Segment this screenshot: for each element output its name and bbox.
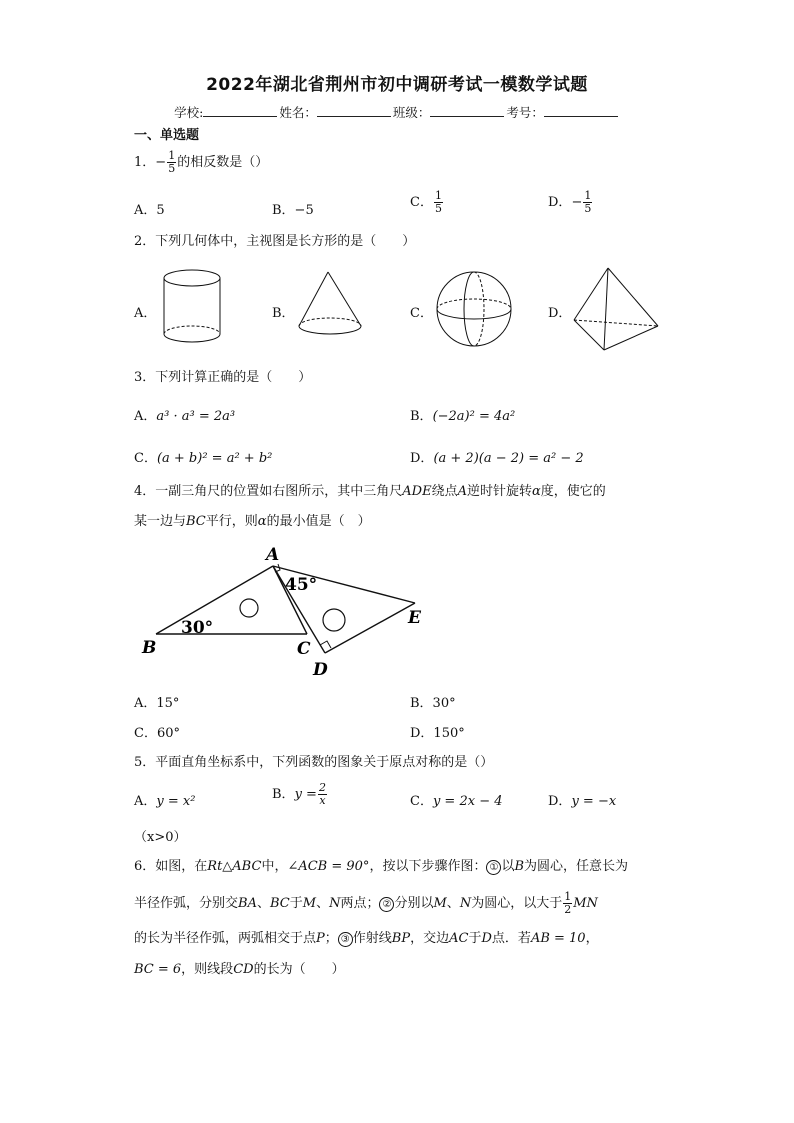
q5-b-label: B．	[272, 787, 295, 802]
cylinder-figure	[160, 268, 224, 346]
q4-l2-a: 某一边与	[134, 514, 187, 529]
q6-l2-a: 半径作弧，分别交	[134, 896, 239, 911]
q2-option-b[interactable]: B．	[272, 306, 295, 321]
q1-c-label: C．	[410, 195, 433, 210]
q6-l2-d: 分别以	[394, 896, 434, 911]
q5-c-label: C．	[410, 794, 433, 809]
q4-ade: ADE	[402, 484, 432, 499]
q6-m2: M	[433, 896, 447, 911]
q6-tri: △ABC	[222, 859, 262, 874]
q3-option-a[interactable]	[134, 405, 235, 424]
question-1	[134, 150, 268, 175]
q2-option-c[interactable]: C．	[410, 306, 433, 321]
q6-p: P	[316, 931, 325, 946]
q6-l4-a: ，则线段	[181, 962, 234, 977]
cone-figure	[294, 268, 366, 338]
q6-l3-f: 点．若	[491, 931, 531, 946]
question-6-line-1	[134, 858, 628, 876]
q2-option-a[interactable]: A．	[134, 306, 157, 321]
q3-option-d[interactable]	[410, 447, 584, 466]
q5-option-d[interactable]	[548, 790, 616, 809]
q1-fraction	[167, 150, 176, 175]
q6-half-den: 2	[564, 903, 572, 916]
q1-prefix: 1．	[134, 155, 156, 170]
step-2-marker: ②	[379, 897, 394, 912]
question-6-line-3	[134, 930, 599, 948]
q4-option-a[interactable]: A．15°	[134, 696, 180, 711]
class-blank[interactable]	[430, 103, 504, 117]
q1-option-b[interactable]: B．−5	[272, 203, 314, 218]
q1-c-num: 1	[434, 189, 442, 202]
q6-l3-b: ；	[324, 931, 338, 946]
q6-rt: Rt	[207, 859, 223, 874]
q4-option-d[interactable]: D．150°	[410, 726, 465, 741]
q3-a-label: A．	[134, 409, 157, 424]
page-title: 2022年湖北省荆州市初中调研考试一模数学试题	[206, 75, 588, 95]
label-b: B	[142, 638, 157, 658]
question-6-line-2	[134, 891, 598, 916]
step-1-marker: ①	[486, 860, 501, 875]
q6-l4-b: 的长为（ ）	[253, 962, 345, 977]
label-e: E	[408, 608, 421, 628]
q2-option-d[interactable]: D．	[548, 306, 572, 321]
q1-num: 1	[168, 149, 176, 162]
sphere-figure	[434, 268, 514, 350]
q6-sep1: 、	[256, 896, 270, 911]
q4-option-b[interactable]: B．30°	[410, 696, 456, 711]
q6-ac: AC	[449, 931, 469, 946]
q4-l2-alpha: α	[257, 514, 267, 529]
q1-option-d[interactable]	[548, 190, 593, 215]
q6-cd: CD	[233, 962, 254, 977]
name-blank[interactable]	[317, 103, 391, 117]
q5-b-den: x	[319, 794, 326, 807]
q4-l2-c: 的最小值是（ ）	[266, 514, 371, 529]
q4-l2-b: 平行，则	[205, 514, 258, 529]
q6-l2-c: 两点；	[340, 896, 380, 911]
q5-d-label: D．	[548, 794, 572, 809]
q6-l3-d: ，交边	[410, 931, 450, 946]
q6-l3-c: 作射线	[352, 931, 392, 946]
q5-b-fraction	[318, 782, 327, 807]
q6-l3-g: ，	[585, 931, 599, 946]
q1-c-den: 5	[434, 202, 442, 215]
q1-option-a[interactable]: A．5	[134, 203, 165, 218]
q1-d-num: 1	[584, 189, 592, 202]
q6-bc: BC	[269, 896, 290, 911]
q3-d-expr: (a + 2)(a − 2) = a² − 2	[433, 451, 584, 466]
q6-ab: AB = 10	[530, 931, 586, 946]
triangle-rulers-figure	[135, 540, 435, 680]
q6-mn: MN	[573, 896, 598, 911]
question-5: 5．平面直角坐标系中，下列函数的图象关于原点对称的是（）	[134, 755, 494, 770]
q5-option-c[interactable]	[410, 790, 503, 809]
q5-note: （x>0）	[134, 830, 187, 845]
tetrahedron-figure	[570, 264, 662, 354]
question-2: 2．下列几何体中，主视图是长方形的是（ ）	[134, 234, 416, 249]
q3-option-c[interactable]	[134, 447, 272, 466]
question-3: 3．下列计算正确的是（ ）	[134, 370, 312, 385]
label-a: A	[266, 545, 280, 565]
q5-c-expr: y = 2x − 4	[432, 794, 503, 809]
q1-minus: −	[155, 155, 167, 170]
q6-l3-a: 的长为半径作弧，两弧相交于点	[134, 931, 317, 946]
label-c: C	[297, 639, 311, 659]
q6-bc-value: BC = 6	[134, 962, 182, 977]
q3-c-expr: (a + b)² = a² + b²	[156, 451, 273, 466]
question-4-line-2	[134, 513, 371, 531]
q5-b-y: y =	[294, 787, 317, 802]
q6-n: N	[329, 896, 341, 911]
q3-option-b[interactable]	[410, 405, 515, 424]
q6-n2: N	[459, 896, 472, 911]
q1-d-fraction	[583, 190, 592, 215]
q4-alpha: α	[532, 484, 541, 499]
q3-b-expr: (−2a)² = 4a²	[432, 409, 516, 424]
q3-b-label: B．	[410, 409, 433, 424]
q4-option-c[interactable]: C．60°	[134, 726, 180, 741]
question-6-line-4	[134, 961, 345, 979]
q5-d-expr: y = −x	[571, 794, 617, 809]
number-blank[interactable]	[544, 103, 618, 117]
q1-option-c[interactable]	[410, 190, 444, 215]
class-label: 班级：	[392, 105, 431, 120]
q4-point-a: A	[457, 484, 467, 499]
q5-a-label: A．	[134, 794, 157, 809]
q6-half-fraction	[563, 891, 572, 916]
q1-d-den: 5	[584, 202, 592, 215]
q5-b-num: 2	[318, 781, 326, 794]
q6-l1-b: 中，	[261, 859, 288, 874]
q6-sep3: 、	[446, 896, 460, 911]
number-label: 考号：	[506, 105, 544, 120]
q6-l1-a: 6．如图，在	[134, 859, 208, 874]
q4-text-b: 绕点	[431, 484, 458, 499]
q6-d: D	[481, 931, 492, 946]
q1-d-minus: −	[571, 195, 583, 210]
section-heading: 一、单选题	[134, 128, 200, 143]
q5-option-a[interactable]	[134, 790, 195, 809]
q6-l3-e: 于	[468, 931, 482, 946]
question-4-line-1	[134, 483, 606, 501]
label-d: D	[313, 660, 328, 680]
q3-c-label: C．	[134, 451, 157, 466]
school-blank[interactable]	[203, 103, 277, 117]
angle-45-label: 45°	[285, 575, 318, 595]
student-info-line	[0, 103, 794, 121]
q6-l1-d: 以	[501, 859, 515, 874]
q6-m: M	[302, 896, 317, 911]
q1-den: 5	[168, 162, 176, 175]
q6-angle: ∠ACB = 90°	[287, 859, 370, 874]
q6-bp: BP	[391, 931, 411, 946]
q4-l2-bc: BC	[186, 514, 206, 529]
q1-d-label: D．	[548, 195, 572, 210]
q3-d-label: D．	[410, 451, 434, 466]
q5-option-b[interactable]	[272, 782, 328, 807]
name-label: 姓名：	[279, 105, 317, 120]
q6-point-b: B	[514, 859, 525, 874]
q6-l1-c: ，按以下步骤作图：	[369, 859, 487, 874]
q4-text-d: 度，使它的	[540, 484, 606, 499]
q6-l2-e: 为圆心，以大于	[471, 896, 563, 911]
q6-l2-b: 于	[289, 896, 303, 911]
q6-ba: BA	[238, 896, 257, 911]
q1-suffix: 的相反数是（）	[177, 155, 269, 170]
angle-30-label: 30°	[181, 618, 214, 638]
q4-text-a: 4．一副三角尺的位置如右图所示，其中三角尺	[134, 484, 403, 499]
q6-sep2: 、	[316, 896, 330, 911]
q5-a-expr: y = x²	[156, 794, 196, 809]
q1-c-fraction	[434, 190, 443, 215]
school-label: 学校:	[174, 105, 204, 120]
q6-half-num: 1	[564, 890, 572, 903]
q6-l1-e: 为圆心，任意长为	[524, 859, 629, 874]
step-3-marker: ③	[338, 932, 353, 947]
q3-a-expr: a³ · a³ = 2a³	[156, 409, 236, 424]
q4-text-c: 逆时针旋转	[467, 484, 533, 499]
